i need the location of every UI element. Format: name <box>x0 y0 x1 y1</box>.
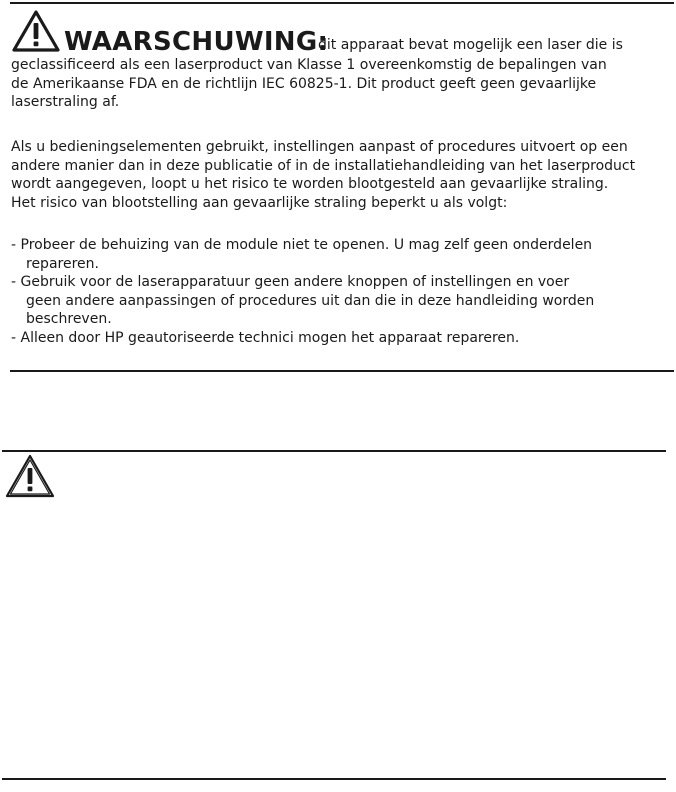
text-line: Als u bedieningselementen gebruikt, instellingen aanpast of procedures uitvoert op een <box>11 139 628 155</box>
text-line: andere manier dan in deze publicatie of in de installatiehandleiding van het laserproduct <box>11 157 636 174</box>
list-item: - Probeer de behuizing van de module niet te openen. U mag zelf geen onderdelen <box>11 237 593 253</box>
list-item-continuation: beschreven. <box>26 311 112 327</box>
text-line: de Amerikaanse FDA en de richtlijn IEC 60825-1. Dit product geeft geen gevaarlijke <box>11 75 597 92</box>
text-line: geclassificeerd als een laserproduct van Klasse 1 overeenkomstig de bepalingen van <box>11 57 607 73</box>
warning-paragraph <box>11 138 635 212</box>
bottom-divider <box>2 778 666 780</box>
text-line: Het risico van blootstelling aan gevaarlijke straling beperkt u als volgt: <box>11 194 508 211</box>
warning-intro <box>11 56 607 112</box>
section-divider <box>10 370 674 372</box>
warning-triangle-icon <box>12 10 60 52</box>
text-line: wordt aangegeven, loopt u het risico te worden blootgesteld aan gevaarlijke straling. <box>11 176 609 192</box>
list-item: - Alleen door HP geautoriseerde technici mogen het apparaat repareren. <box>11 329 520 346</box>
list-item-continuation: repareren. <box>26 255 99 272</box>
warning-triangle-icon <box>4 453 56 500</box>
warning-heading-continuation: dit apparaat bevat mogelijk een laser die is <box>318 37 623 53</box>
precaution-list <box>11 236 594 347</box>
list-item: - Gebruik voor de laserapparatuur geen andere knoppen of instellingen en voer <box>11 274 570 290</box>
second-section-top-divider <box>2 450 666 452</box>
list-item-continuation: geen andere aanpassingen of procedures uit dan die in deze handleiding worden <box>26 292 595 309</box>
warning-heading: WAARSCHUWING: <box>64 27 329 57</box>
text-line: laserstraling af. <box>11 94 120 110</box>
top-divider <box>10 2 674 4</box>
